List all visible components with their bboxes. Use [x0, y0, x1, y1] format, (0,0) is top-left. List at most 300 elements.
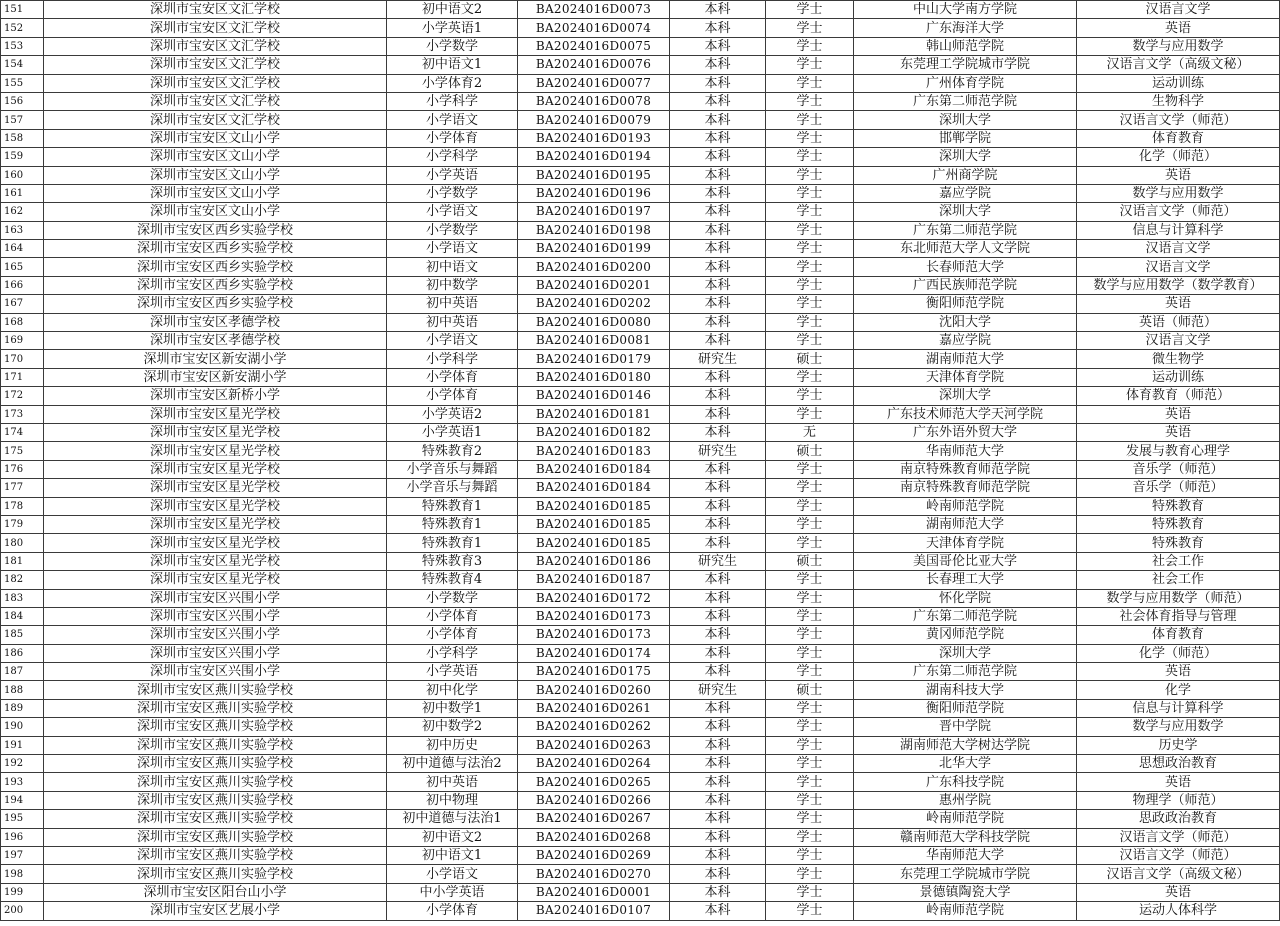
major: 英语 — [1077, 773, 1280, 791]
major: 思想政治教育 — [1077, 755, 1280, 773]
row-index: 163 — [1, 221, 44, 239]
school-name: 深圳市宝安区文汇学校 — [44, 1, 387, 19]
position: 小学科学 — [387, 148, 518, 166]
position-code: BA2024016D0183 — [518, 442, 670, 460]
graduate-school: 湖南师范大学树达学院 — [854, 736, 1077, 754]
major: 社会工作 — [1077, 552, 1280, 570]
row-index: 175 — [1, 442, 44, 460]
education-level: 本科 — [670, 74, 766, 92]
school-name: 深圳市宝安区燕川实验学校 — [44, 699, 387, 717]
education-level: 本科 — [670, 589, 766, 607]
major: 汉语言文学 — [1077, 258, 1280, 276]
degree: 学士 — [766, 74, 854, 92]
school-name: 深圳市宝安区新安湖小学 — [44, 368, 387, 386]
position: 中小学英语 — [387, 883, 518, 901]
school-name: 深圳市宝安区文汇学校 — [44, 37, 387, 55]
major: 社会体育指导与管理 — [1077, 607, 1280, 625]
school-name: 深圳市宝安区星光学校 — [44, 423, 387, 441]
school-name: 深圳市宝安区文汇学校 — [44, 19, 387, 37]
major: 特殊教育 — [1077, 515, 1280, 533]
education-level: 本科 — [670, 773, 766, 791]
education-level: 本科 — [670, 479, 766, 497]
education-level: 本科 — [670, 497, 766, 515]
position-code: BA2024016D0079 — [518, 111, 670, 129]
education-level: 本科 — [670, 644, 766, 662]
major: 微生物学 — [1077, 350, 1280, 368]
degree: 学士 — [766, 791, 854, 809]
education-level: 本科 — [670, 515, 766, 533]
degree: 学士 — [766, 203, 854, 221]
position-code: BA2024016D0185 — [518, 534, 670, 552]
major: 运动训练 — [1077, 74, 1280, 92]
education-level: 本科 — [670, 902, 766, 920]
school-name: 深圳市宝安区西乡实验学校 — [44, 258, 387, 276]
major: 体育教育 — [1077, 626, 1280, 644]
position-code: BA2024016D0269 — [518, 846, 670, 864]
major: 英语 — [1077, 883, 1280, 901]
graduate-school: 广东第二师范学院 — [854, 607, 1077, 625]
education-level: 本科 — [670, 313, 766, 331]
major: 汉语言文学 — [1077, 240, 1280, 258]
graduate-school: 岭南师范学院 — [854, 497, 1077, 515]
table-row — [1, 865, 1280, 883]
education-level: 本科 — [670, 332, 766, 350]
position-code: BA2024016D0193 — [518, 129, 670, 147]
major: 数学与应用数学 — [1077, 37, 1280, 55]
degree: 学士 — [766, 313, 854, 331]
row-index: 171 — [1, 368, 44, 386]
table-row — [1, 755, 1280, 773]
degree: 硕士 — [766, 442, 854, 460]
education-level: 本科 — [670, 718, 766, 736]
major: 英语 — [1077, 166, 1280, 184]
row-index: 177 — [1, 479, 44, 497]
graduate-school: 深圳大学 — [854, 111, 1077, 129]
school-name: 深圳市宝安区燕川实验学校 — [44, 846, 387, 864]
position: 小学英语2 — [387, 405, 518, 423]
graduate-school: 黄冈师范学院 — [854, 626, 1077, 644]
position: 小学科学 — [387, 92, 518, 110]
position-code: BA2024016D0266 — [518, 791, 670, 809]
position-code: BA2024016D0267 — [518, 810, 670, 828]
table-body — [1, 1, 1280, 921]
position: 小学英语 — [387, 663, 518, 681]
major: 汉语言文学（师范） — [1077, 828, 1280, 846]
major: 音乐学（师范） — [1077, 479, 1280, 497]
major: 特殊教育 — [1077, 534, 1280, 552]
major: 体育教育 — [1077, 129, 1280, 147]
position: 小学数学 — [387, 37, 518, 55]
position: 特殊教育1 — [387, 534, 518, 552]
position-code: BA2024016D0264 — [518, 755, 670, 773]
school-name: 深圳市宝安区星光学校 — [44, 534, 387, 552]
graduate-school: 广西民族师范学院 — [854, 276, 1077, 294]
row-index: 154 — [1, 56, 44, 74]
graduate-school: 湖南师范大学 — [854, 515, 1077, 533]
degree: 学士 — [766, 644, 854, 662]
position: 小学语文 — [387, 111, 518, 129]
degree: 学士 — [766, 148, 854, 166]
major: 汉语言文学（高级文秘） — [1077, 56, 1280, 74]
major: 社会工作 — [1077, 571, 1280, 589]
position-code: BA2024016D0173 — [518, 607, 670, 625]
table-row — [1, 387, 1280, 405]
school-name: 深圳市宝安区西乡实验学校 — [44, 276, 387, 294]
graduate-school: 岭南师范学院 — [854, 902, 1077, 920]
position-code: BA2024016D0180 — [518, 368, 670, 386]
position: 小学体育 — [387, 902, 518, 920]
table-row — [1, 736, 1280, 754]
major: 英语 — [1077, 423, 1280, 441]
row-index: 153 — [1, 37, 44, 55]
row-index: 158 — [1, 129, 44, 147]
school-name: 深圳市宝安区星光学校 — [44, 497, 387, 515]
position-code: BA2024016D0197 — [518, 203, 670, 221]
degree: 硕士 — [766, 350, 854, 368]
table-row — [1, 515, 1280, 533]
row-index: 164 — [1, 240, 44, 258]
position: 小学体育2 — [387, 74, 518, 92]
major: 英语 — [1077, 295, 1280, 313]
row-index: 152 — [1, 19, 44, 37]
degree: 学士 — [766, 405, 854, 423]
row-index: 186 — [1, 644, 44, 662]
degree: 学士 — [766, 773, 854, 791]
education-level: 本科 — [670, 221, 766, 239]
row-index: 157 — [1, 111, 44, 129]
position: 小学音乐与舞蹈 — [387, 460, 518, 478]
major: 化学 — [1077, 681, 1280, 699]
position: 初中语文 — [387, 258, 518, 276]
position: 小学音乐与舞蹈 — [387, 479, 518, 497]
position-code: BA2024016D0185 — [518, 497, 670, 515]
position: 初中化学 — [387, 681, 518, 699]
table-row — [1, 313, 1280, 331]
degree: 学士 — [766, 221, 854, 239]
degree: 学士 — [766, 166, 854, 184]
school-name: 深圳市宝安区兴围小学 — [44, 626, 387, 644]
school-name: 深圳市宝安区星光学校 — [44, 460, 387, 478]
graduate-school: 衡阳师范学院 — [854, 699, 1077, 717]
graduate-school: 嘉应学院 — [854, 184, 1077, 202]
school-name: 深圳市宝安区燕川实验学校 — [44, 755, 387, 773]
position-code: BA2024016D0260 — [518, 681, 670, 699]
graduate-school: 怀化学院 — [854, 589, 1077, 607]
position: 特殊教育1 — [387, 515, 518, 533]
graduate-school: 深圳大学 — [854, 644, 1077, 662]
graduate-school: 深圳大学 — [854, 148, 1077, 166]
table-row — [1, 37, 1280, 55]
position: 小学语文 — [387, 865, 518, 883]
graduate-school: 广东海洋大学 — [854, 19, 1077, 37]
graduate-school: 华南师范大学 — [854, 442, 1077, 460]
school-name: 深圳市宝安区星光学校 — [44, 571, 387, 589]
position-code: BA2024016D0073 — [518, 1, 670, 19]
row-index: 192 — [1, 755, 44, 773]
school-name: 深圳市宝安区西乡实验学校 — [44, 240, 387, 258]
school-name: 深圳市宝安区兴围小学 — [44, 644, 387, 662]
major: 汉语言文学 — [1077, 1, 1280, 19]
degree: 学士 — [766, 111, 854, 129]
education-level: 本科 — [670, 111, 766, 129]
major: 数学与应用数学（师范） — [1077, 589, 1280, 607]
education-level: 本科 — [670, 828, 766, 846]
table-row — [1, 534, 1280, 552]
graduate-school: 广州商学院 — [854, 166, 1077, 184]
position-code: BA2024016D0263 — [518, 736, 670, 754]
school-name: 深圳市宝安区星光学校 — [44, 515, 387, 533]
table-row — [1, 350, 1280, 368]
position: 初中道德与法治1 — [387, 810, 518, 828]
education-level: 本科 — [670, 791, 766, 809]
position: 小学英语1 — [387, 423, 518, 441]
degree: 学士 — [766, 883, 854, 901]
education-level: 本科 — [670, 460, 766, 478]
education-level: 本科 — [670, 368, 766, 386]
table-row — [1, 295, 1280, 313]
school-name: 深圳市宝安区文汇学校 — [44, 92, 387, 110]
row-index: 174 — [1, 423, 44, 441]
table-row — [1, 828, 1280, 846]
school-name: 深圳市宝安区孝德学校 — [44, 313, 387, 331]
degree: 学士 — [766, 626, 854, 644]
degree: 学士 — [766, 258, 854, 276]
position-code: BA2024016D0081 — [518, 332, 670, 350]
position: 小学英语 — [387, 166, 518, 184]
position: 小学体育 — [387, 387, 518, 405]
position-code: BA2024016D0184 — [518, 479, 670, 497]
position-code: BA2024016D0146 — [518, 387, 670, 405]
table-row — [1, 552, 1280, 570]
graduate-school: 广东第二师范学院 — [854, 663, 1077, 681]
position-code: BA2024016D0185 — [518, 515, 670, 533]
education-level: 本科 — [670, 19, 766, 37]
row-index: 162 — [1, 203, 44, 221]
table-row — [1, 368, 1280, 386]
position-code: BA2024016D0201 — [518, 276, 670, 294]
position-code: BA2024016D0078 — [518, 92, 670, 110]
degree: 学士 — [766, 515, 854, 533]
degree: 学士 — [766, 663, 854, 681]
position: 初中数学1 — [387, 699, 518, 717]
degree: 学士 — [766, 571, 854, 589]
graduate-school: 南京特殊教育师范学院 — [854, 460, 1077, 478]
education-level: 本科 — [670, 203, 766, 221]
graduate-school: 湖南科技大学 — [854, 681, 1077, 699]
position-code: BA2024016D0077 — [518, 74, 670, 92]
position-code: BA2024016D0268 — [518, 828, 670, 846]
degree: 学士 — [766, 460, 854, 478]
school-name: 深圳市宝安区新安湖小学 — [44, 350, 387, 368]
major: 音乐学（师范） — [1077, 460, 1280, 478]
table-row — [1, 810, 1280, 828]
graduate-school: 岭南师范学院 — [854, 810, 1077, 828]
row-index: 200 — [1, 902, 44, 920]
row-index: 183 — [1, 589, 44, 607]
graduate-school: 景德镇陶瓷大学 — [854, 883, 1077, 901]
graduate-school: 深圳大学 — [854, 203, 1077, 221]
table-row — [1, 203, 1280, 221]
graduate-school: 邯郸学院 — [854, 129, 1077, 147]
school-name: 深圳市宝安区燕川实验学校 — [44, 718, 387, 736]
school-name: 深圳市宝安区燕川实验学校 — [44, 681, 387, 699]
position-code: BA2024016D0080 — [518, 313, 670, 331]
row-index: 166 — [1, 276, 44, 294]
position: 初中数学 — [387, 276, 518, 294]
row-index: 190 — [1, 718, 44, 736]
row-index: 184 — [1, 607, 44, 625]
row-index: 194 — [1, 791, 44, 809]
table-row — [1, 405, 1280, 423]
position: 小学英语1 — [387, 19, 518, 37]
education-level: 研究生 — [670, 552, 766, 570]
row-index: 165 — [1, 258, 44, 276]
graduate-school: 东莞理工学院城市学院 — [854, 865, 1077, 883]
degree: 学士 — [766, 19, 854, 37]
degree: 学士 — [766, 295, 854, 313]
major: 历史学 — [1077, 736, 1280, 754]
graduate-school: 美国哥伦比亚大学 — [854, 552, 1077, 570]
position: 小学数学 — [387, 184, 518, 202]
position: 小学体育 — [387, 626, 518, 644]
major: 英语 — [1077, 405, 1280, 423]
education-level: 本科 — [670, 423, 766, 441]
position: 初中英语 — [387, 773, 518, 791]
major: 物理学（师范） — [1077, 791, 1280, 809]
position: 小学数学 — [387, 589, 518, 607]
school-name: 深圳市宝安区星光学校 — [44, 479, 387, 497]
position-code: BA2024016D0186 — [518, 552, 670, 570]
graduate-school: 嘉应学院 — [854, 332, 1077, 350]
table-row — [1, 1, 1280, 19]
degree: 学士 — [766, 718, 854, 736]
degree: 学士 — [766, 276, 854, 294]
major: 运动人体科学 — [1077, 902, 1280, 920]
education-level: 本科 — [670, 92, 766, 110]
table-row — [1, 221, 1280, 239]
position-code: BA2024016D0181 — [518, 405, 670, 423]
row-index: 195 — [1, 810, 44, 828]
table-row — [1, 332, 1280, 350]
degree: 硕士 — [766, 681, 854, 699]
school-name: 深圳市宝安区新桥小学 — [44, 387, 387, 405]
school-name: 深圳市宝安区文山小学 — [44, 203, 387, 221]
education-level: 本科 — [670, 810, 766, 828]
table-row — [1, 589, 1280, 607]
table-row — [1, 791, 1280, 809]
graduate-school: 北华大学 — [854, 755, 1077, 773]
major: 生物科学 — [1077, 92, 1280, 110]
position-code: BA2024016D0076 — [518, 56, 670, 74]
position-code: BA2024016D0172 — [518, 589, 670, 607]
major: 汉语言文学（高级文秘） — [1077, 865, 1280, 883]
school-name: 深圳市宝安区阳台山小学 — [44, 883, 387, 901]
graduate-school: 广州体育学院 — [854, 74, 1077, 92]
row-index: 168 — [1, 313, 44, 331]
table-row — [1, 184, 1280, 202]
position: 小学科学 — [387, 644, 518, 662]
graduate-school: 赣南师范大学科技学院 — [854, 828, 1077, 846]
position: 初中数学2 — [387, 718, 518, 736]
table-row — [1, 883, 1280, 901]
degree: 学士 — [766, 810, 854, 828]
row-index: 197 — [1, 846, 44, 864]
education-level: 本科 — [670, 295, 766, 313]
position: 初中历史 — [387, 736, 518, 754]
row-index: 187 — [1, 663, 44, 681]
degree: 学士 — [766, 332, 854, 350]
major: 发展与教育心理学 — [1077, 442, 1280, 460]
education-level: 本科 — [670, 571, 766, 589]
row-index: 181 — [1, 552, 44, 570]
table-row — [1, 56, 1280, 74]
table-row — [1, 460, 1280, 478]
position: 小学体育 — [387, 607, 518, 625]
degree: 学士 — [766, 479, 854, 497]
major: 英语 — [1077, 19, 1280, 37]
degree: 学士 — [766, 92, 854, 110]
school-name: 深圳市宝安区燕川实验学校 — [44, 810, 387, 828]
education-level: 本科 — [670, 37, 766, 55]
education-level: 研究生 — [670, 681, 766, 699]
education-level: 本科 — [670, 240, 766, 258]
row-index: 167 — [1, 295, 44, 313]
position: 初中语文1 — [387, 56, 518, 74]
row-index: 169 — [1, 332, 44, 350]
graduate-school: 广东技术师范大学天河学院 — [854, 405, 1077, 423]
row-index: 160 — [1, 166, 44, 184]
row-index: 188 — [1, 681, 44, 699]
row-index: 198 — [1, 865, 44, 883]
degree: 无 — [766, 423, 854, 441]
table-row — [1, 644, 1280, 662]
table-row — [1, 442, 1280, 460]
major: 数学与应用数学 — [1077, 184, 1280, 202]
major: 汉语言文学（师范） — [1077, 111, 1280, 129]
position: 小学体育 — [387, 129, 518, 147]
degree: 学士 — [766, 387, 854, 405]
table-row — [1, 423, 1280, 441]
position-code: BA2024016D0174 — [518, 644, 670, 662]
education-level: 本科 — [670, 387, 766, 405]
position: 初中语文2 — [387, 1, 518, 19]
education-level: 本科 — [670, 865, 766, 883]
position-code: BA2024016D0194 — [518, 148, 670, 166]
position: 初中英语 — [387, 295, 518, 313]
position: 小学语文 — [387, 332, 518, 350]
table-row — [1, 607, 1280, 625]
position-code: BA2024016D0265 — [518, 773, 670, 791]
position: 初中道德与法治2 — [387, 755, 518, 773]
position: 小学语文 — [387, 203, 518, 221]
row-index: 172 — [1, 387, 44, 405]
table-row — [1, 258, 1280, 276]
major: 英语 — [1077, 663, 1280, 681]
degree: 学士 — [766, 497, 854, 515]
table-row — [1, 681, 1280, 699]
major: 汉语言文学（师范） — [1077, 846, 1280, 864]
row-index: 182 — [1, 571, 44, 589]
row-index: 170 — [1, 350, 44, 368]
position-code: BA2024016D0270 — [518, 865, 670, 883]
position-code: BA2024016D0198 — [518, 221, 670, 239]
row-index: 159 — [1, 148, 44, 166]
degree: 学士 — [766, 184, 854, 202]
school-name: 深圳市宝安区星光学校 — [44, 552, 387, 570]
school-name: 深圳市宝安区燕川实验学校 — [44, 828, 387, 846]
graduate-school: 广东第二师范学院 — [854, 92, 1077, 110]
degree: 学士 — [766, 902, 854, 920]
